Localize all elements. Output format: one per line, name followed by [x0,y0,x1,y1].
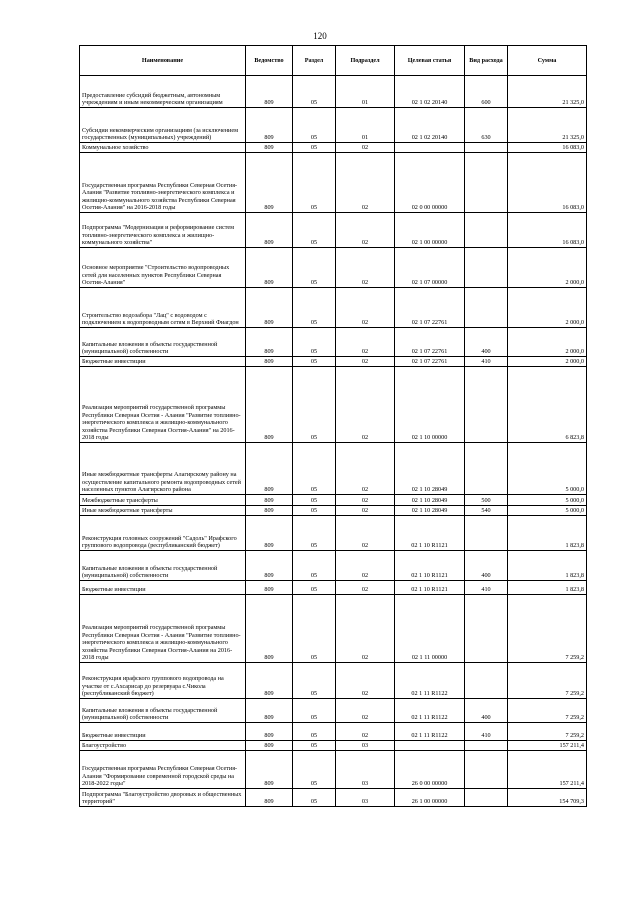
table-row [80,741,587,751]
cell-celevaya: 02 1 11 R1122 [395,723,465,741]
cell-razdel: 05 [293,328,336,357]
cell-vedomstvo: 809 [246,789,293,807]
cell-vedomstvo: 809 [246,723,293,741]
cell-vid: 400 [465,699,508,723]
cell-name: Капитальные вложения в объекты государственной (муниципальной) собственности [80,551,246,581]
cell-razdel: 05 [293,108,336,143]
cell-podrazdel: 02 [336,723,395,741]
cell-razdel: 05 [293,213,336,248]
cell-name: Предоставление субсидий бюджетным, автономным учреждениям и иным некоммерческим организациям [80,76,246,108]
cell-name: Межбюджетные трансферты [80,495,246,506]
cell-summa: 2 000,0 [508,357,587,367]
cell-vid [465,213,508,248]
cell-vedomstvo: 809 [246,108,293,143]
cell-podrazdel: 02 [336,581,395,595]
cell-summa: 157 211,4 [508,741,587,751]
cell-celevaya: 02 1 07 22761 [395,357,465,367]
table-row [80,495,587,506]
cell-vid: 410 [465,581,508,595]
cell-celevaya [395,741,465,751]
cell-vid [465,443,508,495]
cell-summa: 7 259,2 [508,699,587,723]
cell-name: Бюджетные инвестиции [80,357,246,367]
cell-celevaya: 02 1 10 R1121 [395,581,465,595]
cell-summa: 1 823,8 [508,551,587,581]
cell-vedomstvo: 809 [246,595,293,663]
cell-celevaya: 02 1 11 R1122 [395,663,465,699]
cell-name: Субсидии некоммерческим организациям (за исключением государственных (муниципальных) учреждений) [80,108,246,143]
cell-razdel: 05 [293,443,336,495]
cell-celevaya [395,143,465,153]
cell-razdel: 05 [293,506,336,516]
cell-vedomstvo: 809 [246,443,293,495]
cell-vid [465,153,508,213]
cell-vedomstvo: 809 [246,357,293,367]
table-row [80,551,587,581]
cell-razdel: 05 [293,153,336,213]
cell-vid [465,741,508,751]
cell-vedomstvo: 809 [246,581,293,595]
cell-podrazdel: 02 [336,357,395,367]
cell-name: Иные межбюджетные трансферты [80,506,246,516]
cell-name: Бюджетные инвестиции [80,723,246,741]
cell-razdel: 05 [293,248,336,288]
cell-vedomstvo: 809 [246,699,293,723]
header-celevaya: Целевая статья [395,46,465,76]
cell-podrazdel: 02 [336,663,395,699]
cell-razdel: 05 [293,288,336,328]
cell-vid [465,288,508,328]
table-header-row [80,46,587,76]
table-row [80,367,587,443]
cell-name: Реализация мероприятий государственной программы Республики Северная Осетия - Алания "Развитие топливно-энергетического комплекса и жилищно-коммунального хозяйства Республики Северная Осетия-Алания на 2016-2018 годы [80,595,246,663]
cell-razdel: 05 [293,663,336,699]
table-row [80,663,587,699]
cell-summa: 16 083,0 [508,213,587,248]
table-row [80,153,587,213]
cell-celevaya: 02 1 07 22761 [395,288,465,328]
cell-name: Строительство водозабора "Лац" с водоводом с подключением к водопроводным сетям в Верхний Фиагдон [80,288,246,328]
cell-vedomstvo: 809 [246,663,293,699]
header-podrazdel: Подраздел [336,46,395,76]
cell-vedomstvo: 809 [246,288,293,328]
cell-vid: 540 [465,506,508,516]
cell-vid [465,751,508,789]
cell-celevaya: 26 0 00 00000 [395,751,465,789]
header-vedomstvo: Ведомство [246,46,293,76]
cell-vedomstvo: 809 [246,248,293,288]
cell-summa: 16 083,0 [508,153,587,213]
cell-vid [465,789,508,807]
cell-vedomstvo: 809 [246,516,293,551]
cell-vid: 410 [465,357,508,367]
table-row [80,443,587,495]
table-row [80,357,587,367]
cell-razdel: 05 [293,551,336,581]
cell-name: Государственная программа Республики Северная Осетия-Алания "Развитие топливно-энергетического комплекса и жилищно-коммунального хозяйства Республики Северная Осетия-Алания" на 2016-2018 годы [80,153,246,213]
cell-razdel: 05 [293,741,336,751]
cell-vedomstvo: 809 [246,328,293,357]
cell-vid [465,143,508,153]
cell-vid: 400 [465,551,508,581]
cell-summa: 2 000,0 [508,248,587,288]
cell-razdel: 05 [293,699,336,723]
table-row [80,516,587,551]
cell-vedomstvo: 809 [246,367,293,443]
cell-podrazdel: 02 [336,328,395,357]
cell-podrazdel: 02 [336,213,395,248]
table-row [80,143,587,153]
cell-name: Капитальные вложения в объекты государственной (муниципальной) собственности [80,328,246,357]
cell-name: Бюджетные инвестиции [80,581,246,595]
cell-summa: 21 325,0 [508,76,587,108]
cell-summa: 7 259,2 [508,723,587,741]
cell-razdel: 05 [293,495,336,506]
cell-name: Благоустройство [80,741,246,751]
cell-razdel: 05 [293,789,336,807]
cell-podrazdel: 01 [336,76,395,108]
header-razdel: Раздел [293,46,336,76]
cell-razdel: 05 [293,723,336,741]
cell-name: Подпрограмма "Модернизация и реформирование систем топливно-энергетического комплекса и жилищно-коммунального хозяйства" [80,213,246,248]
cell-podrazdel: 03 [336,751,395,789]
cell-summa: 2 000,0 [508,288,587,328]
cell-celevaya: 02 1 02 20140 [395,76,465,108]
cell-summa: 5 000,0 [508,495,587,506]
cell-podrazdel: 02 [336,595,395,663]
table-row [80,751,587,789]
cell-name: Капитальные вложения в объекты государственной (муниципальной) собственности [80,699,246,723]
cell-podrazdel: 03 [336,741,395,751]
cell-name: Подпрограмма "Благоустройство дворовых и общественных территорий" [80,789,246,807]
cell-summa: 154 709,3 [508,789,587,807]
table-row [80,581,587,595]
cell-razdel: 05 [293,595,336,663]
cell-summa: 7 259,2 [508,595,587,663]
cell-razdel: 05 [293,751,336,789]
cell-name: Реконструкция головных сооружений "Садоль" Ирафского группового водопровода (республиканский бюджет) [80,516,246,551]
cell-summa: 2 000,0 [508,328,587,357]
cell-celevaya: 02 1 10 00000 [395,367,465,443]
table-row [80,699,587,723]
cell-vedomstvo: 809 [246,551,293,581]
cell-razdel: 05 [293,143,336,153]
cell-name: Основное мероприятие "Строительство водопроводных сетей для населенных пунктов Республики Северная Осетия-Алания" [80,248,246,288]
cell-celevaya: 02 1 07 22761 [395,328,465,357]
cell-podrazdel: 01 [336,108,395,143]
header-vid: Вид расхода [465,46,508,76]
cell-vid [465,663,508,699]
cell-celevaya: 02 1 02 20140 [395,108,465,143]
table-row [80,723,587,741]
cell-summa: 16 083,0 [508,143,587,153]
table-row [80,76,587,108]
cell-podrazdel: 02 [336,506,395,516]
cell-vedomstvo: 809 [246,495,293,506]
cell-vid: 630 [465,108,508,143]
cell-vedomstvo: 809 [246,143,293,153]
cell-podrazdel: 02 [336,367,395,443]
cell-podrazdel: 02 [336,495,395,506]
cell-podrazdel: 03 [336,789,395,807]
table-row [80,328,587,357]
cell-podrazdel: 02 [336,153,395,213]
cell-summa: 21 325,0 [508,108,587,143]
cell-summa: 5 000,0 [508,443,587,495]
cell-celevaya: 02 1 11 00000 [395,595,465,663]
cell-razdel: 05 [293,357,336,367]
cell-podrazdel: 02 [336,248,395,288]
cell-summa: 157 211,4 [508,751,587,789]
header-name: Наименование [80,46,246,76]
cell-podrazdel: 02 [336,288,395,328]
cell-name: Реализация мероприятий государственной программы Республики Северная Осетия - Алания "Развитие топливно-энергетического комплекса и жилищно-коммунального хозяйства Республики Северная Осетия-Алания" на 2016-2018 годы [80,367,246,443]
cell-vid [465,516,508,551]
cell-podrazdel: 02 [336,699,395,723]
table-row [80,108,587,143]
cell-podrazdel: 02 [336,551,395,581]
cell-name: Государственная программа Республики Северная Осетия-Алания "Формирование современной городской среды на 2018-2022 годы" [80,751,246,789]
cell-vedomstvo: 809 [246,751,293,789]
cell-vedomstvo: 809 [246,741,293,751]
cell-vid: 400 [465,328,508,357]
cell-podrazdel: 02 [336,516,395,551]
cell-celevaya: 02 0 00 00000 [395,153,465,213]
cell-name: Реконструкция ирафского группового водопровода на участке от с.Ахсарисар до резервуара с.Чикола (республиканский бюджет) [80,663,246,699]
table-row [80,288,587,328]
cell-celevaya: 02 1 10 28049 [395,443,465,495]
table-row [80,595,587,663]
cell-vedomstvo: 809 [246,76,293,108]
cell-celevaya: 02 1 10 28049 [395,495,465,506]
table-row [80,248,587,288]
cell-summa: 1 823,8 [508,581,587,595]
cell-vedomstvo: 809 [246,506,293,516]
cell-vid [465,248,508,288]
cell-name: Коммунальное хозяйство [80,143,246,153]
cell-podrazdel: 02 [336,443,395,495]
cell-vedomstvo: 809 [246,153,293,213]
budget-table [79,45,587,807]
page-number: 120 [313,31,327,41]
cell-celevaya: 02 1 07 00000 [395,248,465,288]
cell-vid: 500 [465,495,508,506]
cell-celevaya: 02 1 10 R1121 [395,551,465,581]
cell-celevaya: 26 1 00 00000 [395,789,465,807]
header-summa: Сумма [508,46,587,76]
cell-summa: 1 823,8 [508,516,587,551]
table-row [80,506,587,516]
cell-celevaya: 02 1 10 28049 [395,506,465,516]
cell-celevaya: 02 1 00 00000 [395,213,465,248]
cell-vid [465,367,508,443]
cell-vid: 410 [465,723,508,741]
cell-razdel: 05 [293,581,336,595]
table-row [80,789,587,807]
cell-podrazdel: 02 [336,143,395,153]
cell-razdel: 05 [293,76,336,108]
cell-summa: 5 000,0 [508,506,587,516]
cell-razdel: 05 [293,367,336,443]
cell-vedomstvo: 809 [246,213,293,248]
cell-summa: 6 823,8 [508,367,587,443]
cell-vid [465,595,508,663]
cell-name: Иные межбюджетные трансферты Алагирскому району на осуществление капитального ремонта водопроводных сетей населенных пунктов Алагирского района [80,443,246,495]
cell-summa: 7 259,2 [508,663,587,699]
cell-celevaya: 02 1 11 R1122 [395,699,465,723]
cell-celevaya: 02 1 10 R1121 [395,516,465,551]
cell-razdel: 05 [293,516,336,551]
cell-vid: 600 [465,76,508,108]
table-row [80,213,587,248]
